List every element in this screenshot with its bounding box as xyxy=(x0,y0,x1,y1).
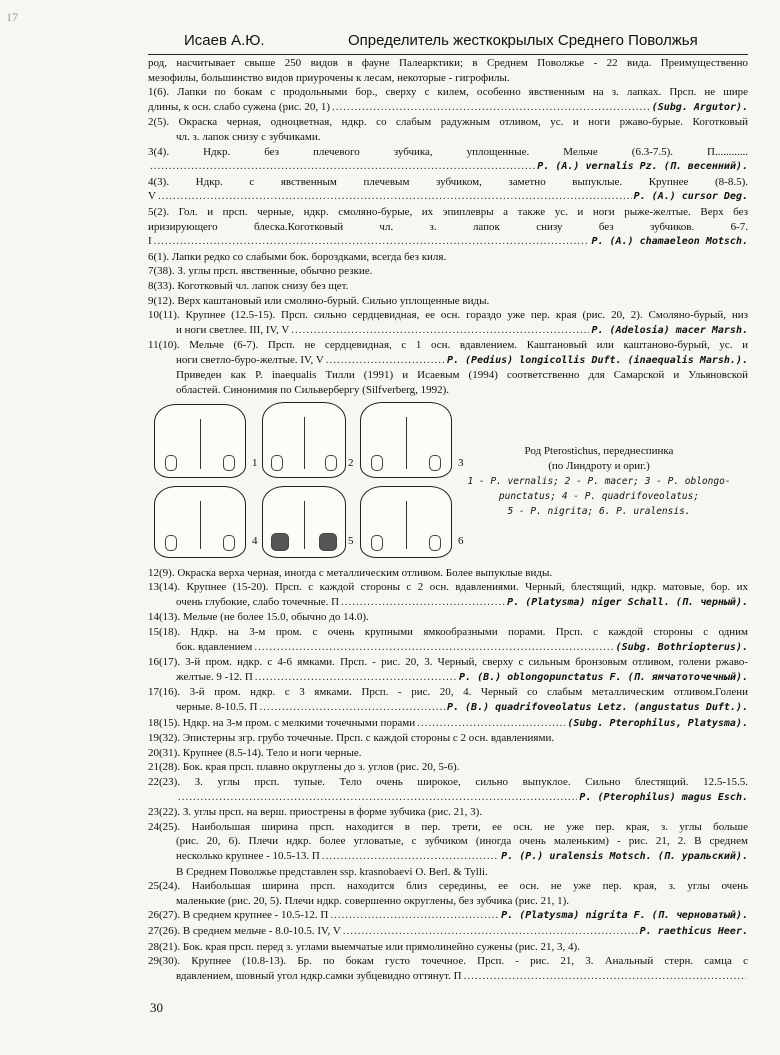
text-line: 13(14). Крупнее (15-20). Прсп. с каждой стороны с 2 осн. вдавлениями. Черный, блестящий, ндкр. матовые, бор. их xyxy=(148,581,748,594)
text-line: 10(11). Крупнее (12.5-15). Прсп. сильно сердцевидная, ее осн. гораздо уже пер. края (рис. 20, 2). Смоляно-бурый, низ xyxy=(148,309,748,322)
text-line: мезофилы, большинство видов приурочены к лесам, некоторые - гигрофилы. xyxy=(148,71,510,84)
key-entry-row: 26(27). В среднем крупнее - 10.5-12. П ..... P. (Platysma) nigrita F. (П. черноватый). xyxy=(148,908,748,924)
text-line: областей. Синонимия по Сильвербергу (Silfverberg, 1992). xyxy=(176,384,450,397)
text-line: 19(32). Эпистерны згр. грубо точечные. Прсп. с каждой стороны с 2 осн. вдавлениями. xyxy=(148,732,555,745)
key-entry-row: ..... P. (Pterophilus) magus Esch. xyxy=(148,790,748,806)
text-line: (рис. 20, 6). Плечи ндкр. более угловатые, с зубчиком (иногда очень маленьким) - рис. 21, 2. В среднем xyxy=(176,835,748,848)
text-line: 7(38). З. углы прсп. явственные, обычно резкие. xyxy=(148,265,373,278)
text-line: В Среднем Поволжье представлен ssp. krasnobaevi O. Berl. & Tylli. xyxy=(176,865,488,878)
text-line: 4(3). Ндкр. с явственным плечевым зубчиком, заметно выпуклые. Крупнее (8-8.5). xyxy=(148,175,748,188)
text-line: 9(12). Верх каштановый или смоляно-бурый. Сильно уплощенные виды. xyxy=(148,294,490,307)
page-header xyxy=(148,30,748,55)
figure-pronota xyxy=(148,398,748,566)
key-entry-row: ..... P. (A.) vernalis Pz. (П. весенний). xyxy=(148,159,748,175)
key-entry-row: бок. вдавлением ..... (Subg. Bothriopterus). xyxy=(148,640,748,656)
figure-label: 2 xyxy=(348,456,354,469)
text-line: 3(4). Ндкр. без плечевого зубчика, уплощенные. Мельче (6.3-7.5). П............ xyxy=(148,145,748,158)
figure-label: 4 xyxy=(252,534,258,547)
pronotum-drawing xyxy=(360,402,452,478)
key-entry-row: 18(15). Ндкр. на 3-м пром. с мелкими точечными порами ..... (Subg. Pterophilus, Platysma). xyxy=(148,716,748,732)
text-line: маленькие (рис. 20, 5). Плечи ндкр. совершенно округлены, без зубчика (рис. 21, 1). xyxy=(176,894,569,907)
key-entry-row: очень глубокие, слабо точечные. П ..... P. (Platysma) niger Schall. (П. черный). xyxy=(148,595,748,611)
header-author: Исаев А.Ю. xyxy=(184,32,265,49)
text-line: 16(17). 3-й пром. ндкр. с 4-6 ямками. Прсп. - рис. 20, 3. Черный, сверху с сильным бронзовым отливом, голени ржаво- xyxy=(148,656,748,669)
key-entry-row: черные. 8-10.5. П ..... P. (B.) quadrifoveolatus Letz. (angustatus Duft.). xyxy=(148,700,748,716)
text-line: Приведен как P. inaequalis Тилли (1991) и Исаевым (1994) соответственно для Самарской и Ульяновской xyxy=(176,369,748,382)
text-line: 22(23). З. углы прсп. тупые. Тело очень широкое, сильно выпуклое. Сильно блестящий. 12.5-15.5. xyxy=(148,775,748,788)
text-line: 23(22). З. углы прсп. на верш. приострены в форме зубчика (рис. 21, 3). xyxy=(148,806,483,819)
margin-mark: 17 xyxy=(6,10,18,24)
text-line: 6(1). Лапки редко со слабыми бок. бороздками, всегда без киля. xyxy=(148,250,447,263)
text-line: 8(33). Коготковый чл. лапок снизу без щет. xyxy=(148,279,349,292)
text-line: иризирующего блеска.Коготковый чл. з. лапок снизу без зубчиков. 6-7. xyxy=(148,220,748,233)
key-entry-row: несколько крупнее - 10.5-13. П ..... P. (P.) uralensis Motsch. (П. уральский). xyxy=(148,849,748,865)
key-entry-row: вдавлением, шовный угол ндкр.самки зубцевидно оттянут. П ..... xyxy=(148,969,748,984)
text-line: 20(31). Крупнее (8.5-14). Тело и ноги черные. xyxy=(148,746,362,759)
figure-label: 3 xyxy=(458,456,464,469)
pronotum-drawing xyxy=(360,486,452,558)
text-line: 17(16). 3-й пром. ндкр. с 3 ямками. Прсп. - рис. 20, 4. Черный со слабым металлическим отливом.Голени xyxy=(148,686,748,699)
key-entry-row: V ..... P. (A.) cursor Deg. xyxy=(148,189,748,205)
key-entry-row: желтые. 9 -12. П ..... P. (B.) oblongopunctatus F. (П. ямчатоточечный). xyxy=(148,670,748,686)
page-number: 30 xyxy=(150,1000,163,1015)
key-entry-row: I ..... P. (A.) chamaeleon Motsch. xyxy=(148,234,748,250)
pronotum-drawing xyxy=(262,486,346,558)
text-line: 1(6). Лапки по бокам с продольными бор., сверху с килем, особенно явственным на з. лапках. Прсп. не шире xyxy=(148,86,748,99)
key-entry-row: ноги светло-буро-желтые. IV, V ..... P. (Pedius) longicollis Duft. (inaequalis Marsh.). xyxy=(148,353,748,369)
text-line: 14(13). Мельче (не более 15.0, обычно до 14.0). xyxy=(148,611,369,624)
figure-caption: Род Pterostichus, переднеспинка (по Линдроту и ориг.) 1 - P. vernalis; 2 - P. macer; 3 - P. oblongo- punctatus; 4 - P. quadrifoveolatus; 5 - P. nigrita; 6. P. uralensis. xyxy=(467,444,731,517)
text-line: 15(18). Ндкр. на 3-м пром. с очень крупными ямкообразными порами. Прсп. с каждой стороны с одним xyxy=(148,626,748,639)
text-line: 21(28). Бок. края прсп. плавно округлены до з. углов (рис. 20, 5-6). xyxy=(148,761,460,774)
key-entry-row: длины, к осн. слабо сужена (рис. 20, 1) ..... (Subg. Argutor). xyxy=(148,100,748,116)
text-line: 28(21). Бок. края прсп. перед з. углами выемчатые или прямолинейно сужены (рис. 21, 3, 4). xyxy=(148,940,580,953)
key-entry-row: и ноги светлее. III, IV, V ..... P. (Adelosia) macer Marsh. xyxy=(148,323,748,339)
text-line: 11(10). Мельче (6-7). Прсп. не сердцевидная, с 1 осн. вдавлением. Каштановый или каштаново-бурый, ус. и xyxy=(148,339,748,352)
pronotum-drawing xyxy=(262,402,346,478)
figure-label: 6 xyxy=(458,534,464,547)
pronotum-drawing xyxy=(154,486,246,558)
text-line: чл. з. лапок снизу с зубчиками. xyxy=(176,130,321,143)
text-line: род, насчитывает свыше 250 видов в фауне Палеарктики; в Среднем Поволжье - 22 вида. Преимущественно xyxy=(148,57,748,69)
text-line: 5(2). Гол. и прсп. черные, ндкр. смоляно-бурые, их эпиплевры а также ус. и ноги рыже-желтые. Верх без xyxy=(148,205,748,218)
key-text xyxy=(148,56,748,983)
text-line: 24(25). Наибольшая ширина прсп. находится в пер. трети, ее осн. не уже пер. края, з. углы больше xyxy=(148,820,748,833)
text-line: 12(9). Окраска верха черная, иногда с металлическим отливом. Более выпуклые виды. xyxy=(148,566,553,579)
figure-label: 1 xyxy=(252,456,258,469)
key-entry-row: 27(26). В среднем мельче - 8.0-10.5. IV, V ..... P. raethicus Heer. xyxy=(148,924,748,940)
text-line: 25(24). Наибольшая ширина прсп. находится близ середины, ее осн. не уже пер. края, з. углы очень xyxy=(148,880,748,893)
figure-label: 5 xyxy=(348,534,354,547)
text-line: 29(30). Крупнее (10.8-13). Бр. по бокам густо точечное. Прсп. - рис. 21, 3. Анальный стерн. самца с xyxy=(148,955,748,968)
pronotum-drawing xyxy=(154,404,246,478)
header-title: Определитель жесткокрылых Среднего Поволжья xyxy=(348,32,698,49)
text-line: 2(5). Окраска черная, одноцветная, ндкр. со слабым радужным отливом, ус. и ноги ржаво-бурые. Коготковый xyxy=(148,116,748,129)
